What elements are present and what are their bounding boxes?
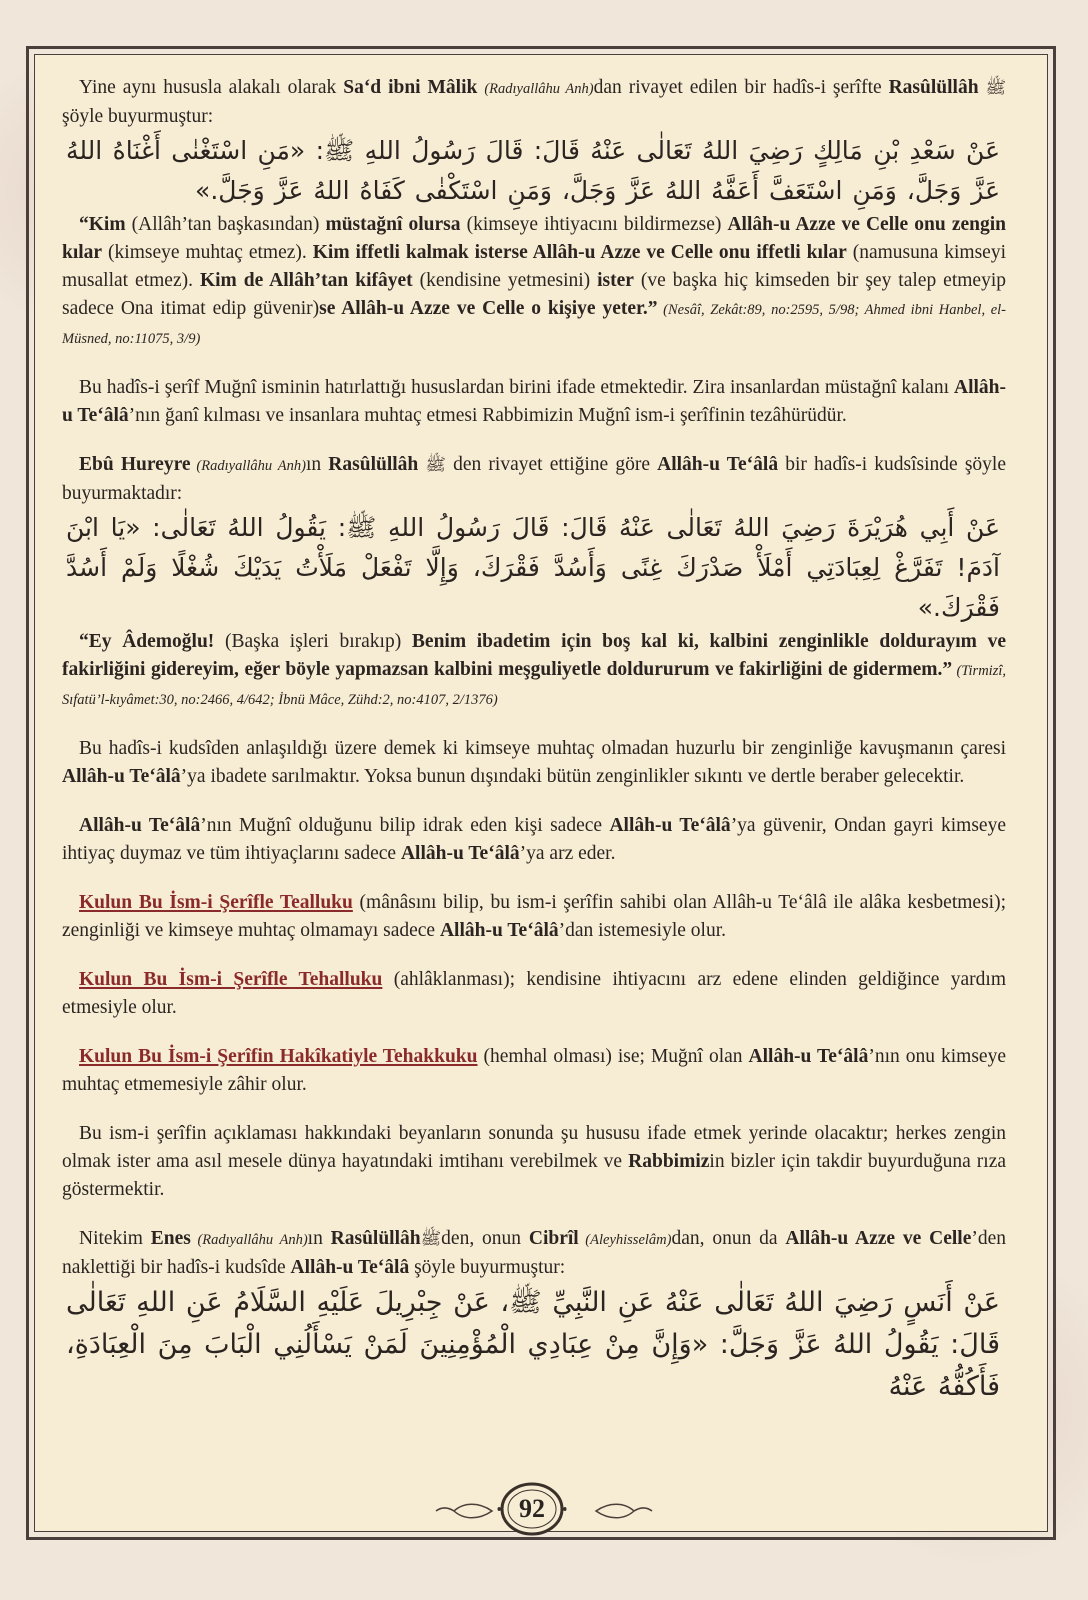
section-heading-tealluk: Kulun Bu İsm-i Şerîfle Tealluku xyxy=(79,892,353,913)
honorific: (Radıyallâhu Anh) xyxy=(190,1232,308,1248)
page-content xyxy=(62,74,1006,1474)
paragraph-2: Bu hadîs-i şerîf Muğnî isminin hatırlattığı hususlardan birini ifade etmektedir. Zira insanlardan müstağnî kalanı Allâh-u Te‘âlâ’nın ğanî kılması ve insanlara muhtaç etmesi Rabbimizin Muğnî ism-i şerîfinin tezâhürüdür. xyxy=(62,377,1006,426)
paragraph-tehakkuk: Kulun Bu İsm-i Şerîfin Hakîkatiyle Tehakkuku (hemhal olması) ise; Muğnî olan Allâh-u Te‘âlâ’nın onu kimseye muhtaç etmemesiyle zâhir olur. xyxy=(62,1046,1006,1095)
paragraph-8: Bu ism-i şerîfin açıklaması hakkındaki beyanların sonunda şu hususu ifade etmek yerinde olacaktır; herkes zengin olmak ister ama asıl mesele dünya hayatındaki imtihanı verebilmek ve Rabbimizin bizler için takdir buyurduğuna rıza göstermektir. xyxy=(62,1123,1007,1200)
translation-2: “Ey Âdemoğlu! (Başka işleri bırakıp) Benim ibadetim için boş kal ki, kalbini zenginlikle doldurayım ve fakirliğini gidereyim, eğer böyle yapmazsan kalbini meşguliyetle doldururum ve fakirliğini de gidermem.” (Tirmizî, Sıfatü’l-kıyâmet:30, no:2466, 4/642; İbnü Mâce, Zühd:2, no:4107, 2/1376) xyxy=(62,631,1007,708)
honorific: (Radıyallâhu Anh) xyxy=(190,458,306,474)
intro-paragraph-1: Yine aynı hususla alakalı olarak Sa‘d ibni Mâlik (Radıyallâhu Anh)dan rivayet edilen bir hadîs-i şerîfte Rasûlüllâh ﷺ şöyle buyurmuştur: xyxy=(62,77,1007,127)
paragraph-4: Allâh-u Te‘âlâ’nın Muğnî olduğunu bilip idrak eden kişi sadece Allâh-u Te‘âlâ’ya güvenir, Ondan gayri kimseye ihtiyaç duymaz ve tüm ihtiyaçlarını sadece Allâh-u Te‘âlâ’ya arz eder. xyxy=(62,815,1006,864)
section-heading-tehakkuk: Kulun Bu İsm-i Şerîfin Hakîkatiyle Tehakkuku xyxy=(79,1046,478,1067)
intro-paragraph-3: Nitekim Enes (Radıyallâhu Anh)ın Rasûlüllâhﷺden, onun Cibrîl (Aleyhisselâm)dan, onun da Allâh-u Azze ve Celle’den naklettiği bir hadîs-i kudsîde Allâh-u Te‘âlâ şöyle buyurmuştur: xyxy=(62,1228,1007,1278)
page-number-badge xyxy=(494,1478,570,1540)
rasul-name: Rasûlüllâh xyxy=(330,1228,421,1249)
narrator-name: Enes xyxy=(150,1228,191,1249)
honorific: (Radıyallâhu Anh) xyxy=(484,81,594,97)
paragraph-tealluk: Kulun Bu İsm-i Şerîfle Tealluku (mânâsını bilip, bu ism-i şerîfin sahibi olan Allâh-u Te‘âlâ ile alâka kesbetmesi); zenginliği ve kimseye muhtaç olmamayı sadece Allâh-u Te‘âlâ’dan istemesiyle olur. xyxy=(62,892,1006,941)
right-flourish-ornament xyxy=(594,1500,654,1522)
citation: (Tirmizî, Sıfatü’l-kıyâmet:30, no:2466, 4/642; İbnü Mâce, Zühd:2, no:4107, 2/1376) xyxy=(62,663,1007,708)
paragraph-tehalluk: Kulun Bu İsm-i Şerîfle Tehalluku (ahlâklanması); kendisine ihtiyacını arz edene elinden geldiğince yardım etmesiyle olur. xyxy=(62,969,1006,1018)
arabic-hadith-2: عَنْ أَبِي هُرَيْرَةَ رَضِيَ اللهُ تَعَالٰى عَنْهُ قَالَ: قَالَ رَسُولُ اللهِ ﷺ: يَقُولُ اللهُ تَعَالٰى: «يَا ابْنَ آدَمَ! تَفَرَّغْ لِعِبَادَتِي أَمْلَأْ صَدْرَكَ غِنًى وَأَسُدَّ فَقْرَكَ، وَإِلَّا تَفْعَلْ مَلَأْتُ يَدَيْكَ شُغْلًا وَلَمْ أَسُدَّ فَقْرَكَ.» xyxy=(66,513,1000,622)
arabic-hadith-3: عَنْ أَنَسٍ رَضِيَ اللهُ تَعَالٰى عَنْهُ عَنِ النَّبِيِّ ﷺ، عَنْ جِبْرِيلَ عَلَيْهِ السَّلَامُ عَنِ اللهِ تَعَالٰى قَالَ: يَقُولُ اللهُ عَزَّ وَجَلَّ: «وَإِنَّ مِنْ عِبَادِي الْمُؤْمِنِينَ لَمَنْ يَسْأَلُنِي الْبَابَ مِنَ الْعِبَادَةِ، فَأَكُفُّهُ عَنْهُ xyxy=(66,1287,1000,1402)
narrator-name: Ebû Hureyre xyxy=(79,454,191,475)
arabic-hadith-1: عَنْ سَعْدِ بْنِ مَالِكٍ رَضِيَ اللهُ تَعَالٰى عَنْهُ قَالَ: قَالَ رَسُولُ اللهِ ﷺ: «مَنِ اسْتَغْنٰى أَغْنَاهُ اللهُ عَزَّ وَجَلَّ، وَمَنِ اسْتَعَفَّ أَعَفَّهُ اللهُ عَزَّ وَجَلَّ، وَمَنِ اسْتَكْفٰى كَفَاهُ اللهُ عَزَّ وَجَلَّ.» xyxy=(66,136,1000,205)
pbuh-glyph: ﷺ xyxy=(425,455,446,474)
section-heading-tehalluk: Kulun Bu İsm-i Şerîfle Tehalluku xyxy=(79,969,383,990)
left-flourish-ornament xyxy=(434,1500,494,1522)
intro-paragraph-2: Ebû Hureyre (Radıyallâhu Anh)ın Rasûlüllâh ﷺ den rivayet ettiğine göre Allâh-u Te‘âlâ bir hadîs-i kudsîsinde şöyle buyurmaktadır: xyxy=(62,454,1006,504)
paragraph-3: Bu hadîs-i kudsîden anlaşıldığı üzere demek ki kimseye muhtaç olmadan huzurlu bir zenginliğe kavuşmanın çaresi Allâh-u Te‘âlâ’ya ibadete sarılmaktır. Yoksa bunun dışındaki bütün zenginlikler sıkıntı ve dertle beraber gelecektir. xyxy=(62,738,1006,787)
citation: (Nesâî, Zekât:89, no:2595, 5/98; Ahmed ibni Hanbel, el-Müsned, no:11075, 3/9) xyxy=(62,302,1007,347)
pbuh-glyph: ﷺ xyxy=(420,1229,442,1248)
rasul-name: Rasûlüllâh xyxy=(328,454,419,475)
narrator-name: Sa‘d ibni Mâlik xyxy=(343,77,478,98)
page-number: 92 xyxy=(519,1494,545,1523)
pbuh-glyph: ﷺ xyxy=(985,78,1007,97)
honorific: (Aleyhisselâm) xyxy=(578,1232,672,1248)
translation-1: “Kim (Allâh’tan başkasından) müstağnî olursa (kimseye ihtiyacını bildirmezse) Allâh-u Azze ve Celle onu zengin kılar (kimseye muhtaç etmez). Kim iffetli kalmak isterse Allâh-u Azze ve Celle onu iffetli kılar (namusuna kimseyi musallat etmez). Kim de Allâh’tan kifâyet (kendisine yetmesini) ister (ve başka hiç kimseden bir şey talep etmeyip sadece Ona itimat edip güvenir)se Allâh-u Azze ve Celle o kişiye yeter.” (Nesâî, Zekât:89, no:2595, 5/98; Ahmed ibni Hanbel, el-Müsned, no:11075, 3/9) xyxy=(62,214,1007,347)
rasul-name: Rasûlüllâh xyxy=(888,77,979,98)
